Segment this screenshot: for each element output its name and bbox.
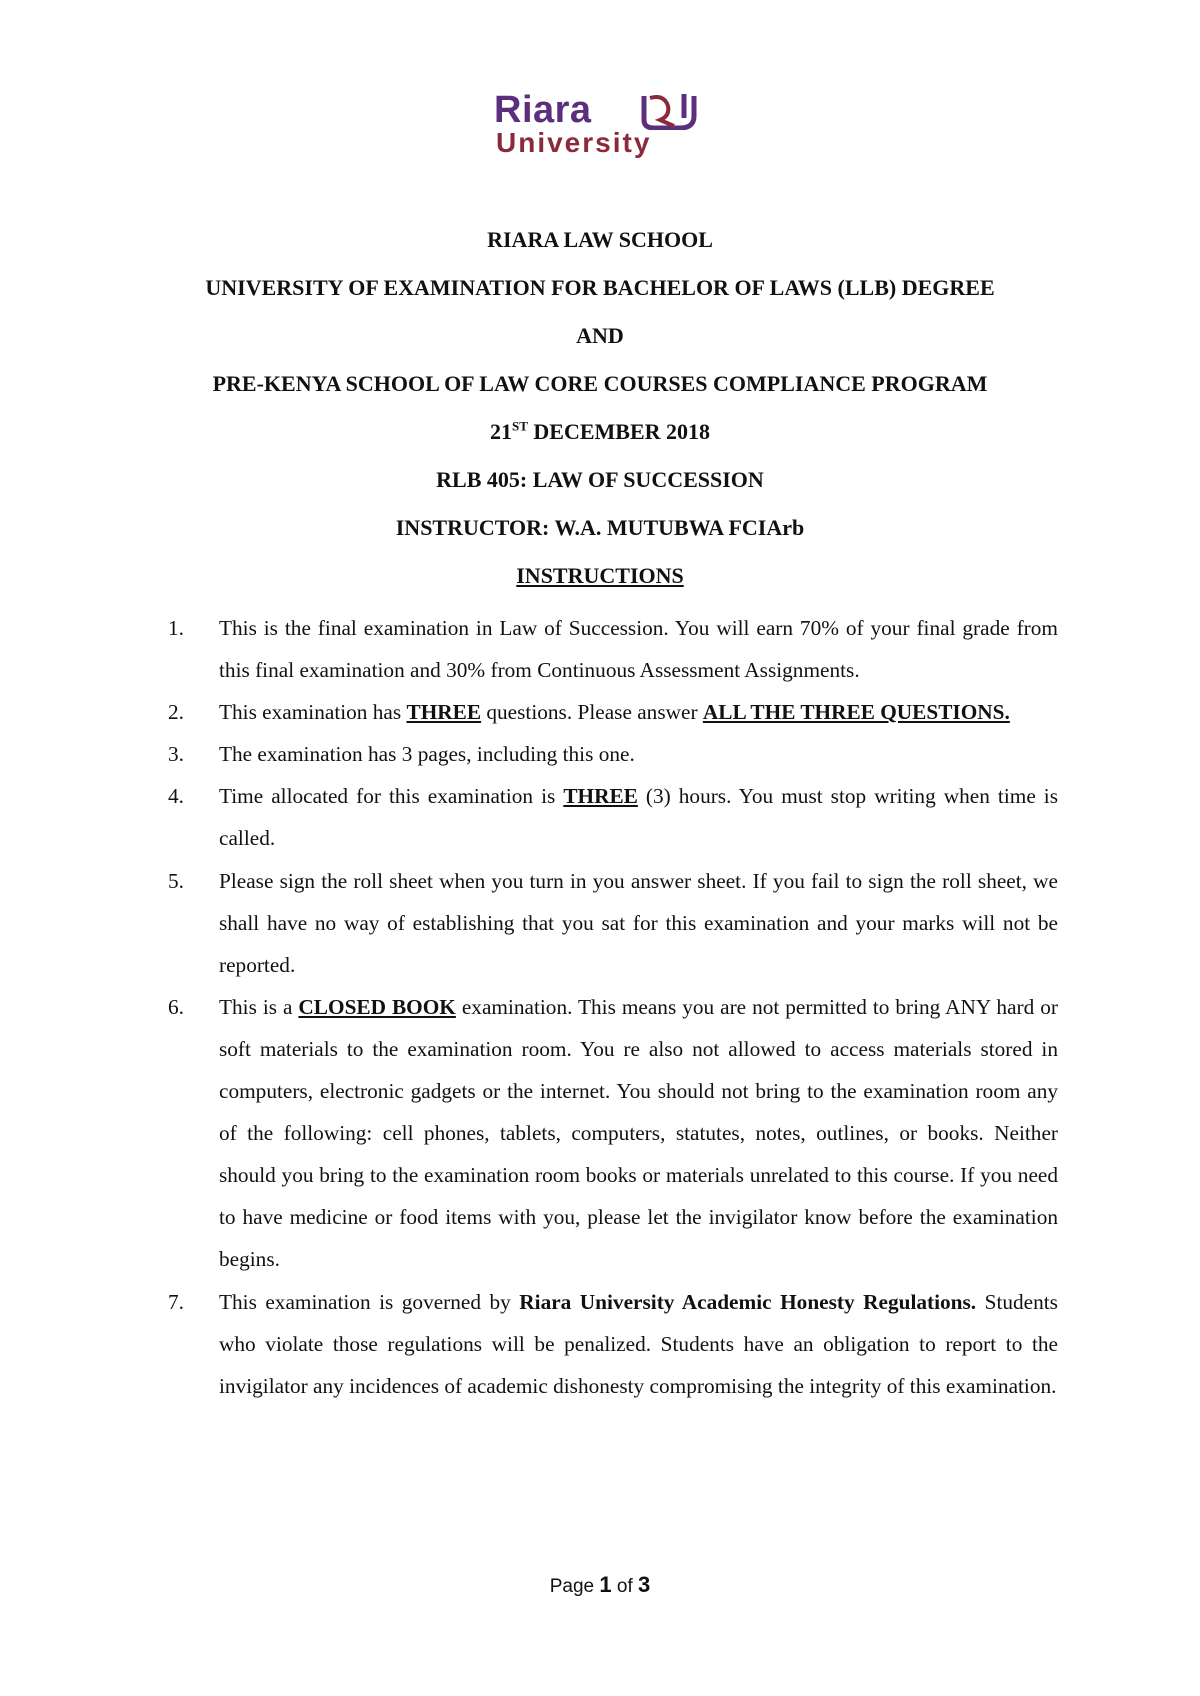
exam-title: UNIVERSITY OF EXAMINATION FOR BACHELOR OF LAWS (LLB) DEGREE [205, 275, 995, 300]
course-code: RLB 405: LAW OF SUCCESSION [436, 467, 764, 492]
page-footer [0, 1571, 1200, 1601]
item-number: 1. [168, 616, 184, 640]
emphasis-regulations: Riara University Academic Honesty Regulations. [519, 1289, 977, 1314]
of-word: of [616, 1576, 633, 1597]
page-number: 1 [599, 1572, 612, 1597]
instructions-heading [60, 552, 1140, 600]
item-text [219, 775, 1058, 859]
instructions-heading-text: INSTRUCTIONS [516, 563, 684, 588]
exam-date [60, 408, 1140, 456]
emphasis-all-questions: ALL THE THREE QUESTIONS. [702, 700, 1010, 725]
emphasis-three: THREE [406, 700, 482, 725]
list-item [168, 775, 1058, 859]
logo-subname: University [496, 127, 652, 158]
university-logo [494, 88, 716, 162]
text-run: This examination is governed by [219, 1289, 520, 1314]
text-run: This examination has [219, 700, 407, 725]
logo-name: Riara [494, 89, 592, 131]
text-run: Time allocated for this examination is [219, 784, 564, 809]
program-name: PRE-KENYA SCHOOL OF LAW CORE COURSES COMPLIANCE PROGRAM [212, 371, 988, 396]
instructor-name: INSTRUCTOR: W.A. MUTUBWA FCIArb [395, 515, 805, 540]
item-number: 2. [168, 700, 184, 725]
list-item [168, 986, 1058, 1281]
text-run: This is a [219, 994, 299, 1019]
exam-header [60, 216, 1140, 600]
item-text [219, 986, 1058, 1281]
conjunction: AND [576, 323, 624, 348]
emphasis-three: THREE [563, 784, 638, 809]
item-text [219, 691, 1058, 733]
text-run: Students who violate those regulations will be penalized. Students have an obligation to report to the invigilator any incidences of academic dishonesty compromising the integrity of this examination. [219, 1289, 1058, 1398]
item-number: 4. [168, 784, 184, 809]
date-rest: DECEMBER 2018 [527, 419, 711, 444]
list-item [168, 733, 1058, 775]
item-number: 7. [168, 1289, 184, 1314]
text-run: examination. This means you are not permitted to bring ANY hard or soft materials to the examination room. You re also not allowed to access materials stored in computers, electronic gadgets or the internet. You should not bring to the examination room any of the following: cell phones, tablets, computers, statutes, notes, outlines, or books. Neither should you bring to the examination room books or materials unrelated to this course. If you need to have medicine or food items with you, please let the invigilator know before the examination begins. [219, 994, 1058, 1272]
list-item [168, 860, 1058, 986]
list-item [168, 1281, 1058, 1407]
list-item [168, 607, 1058, 691]
item-text: Please sign the roll sheet when you turn in you answer sheet. If you fail to sign the roll sheet, we shall have no way of establishing that you sat for this examination and your marks will not be reported. [219, 868, 1058, 977]
item-number: 5. [168, 868, 184, 893]
item-number: 3. [168, 742, 184, 767]
emphasis-closed-book: CLOSED BOOK [298, 994, 456, 1019]
logo-emblem-icon [640, 90, 700, 130]
list-item [168, 691, 1058, 733]
item-text: The examination has 3 pages, including this one. [219, 742, 635, 767]
page-total: 3 [638, 1572, 651, 1597]
date-suffix: ST [511, 418, 528, 434]
instructions-list [168, 607, 1058, 1407]
text-run: questions. Please answer [481, 700, 703, 725]
date-day: 21 [489, 419, 512, 444]
school-name: RIARA LAW SCHOOL [487, 227, 713, 252]
text-run: (3) hours. You must stop writing when time is called. [219, 784, 1059, 851]
item-text: This is the final examination in Law of Succession. You will earn 70% of your final grade from this final examination and 30% from Continuous Assessment Assignments. [219, 616, 1058, 683]
item-text [219, 1281, 1058, 1407]
page-word: Page [549, 1576, 595, 1597]
item-number: 6. [168, 994, 184, 1019]
